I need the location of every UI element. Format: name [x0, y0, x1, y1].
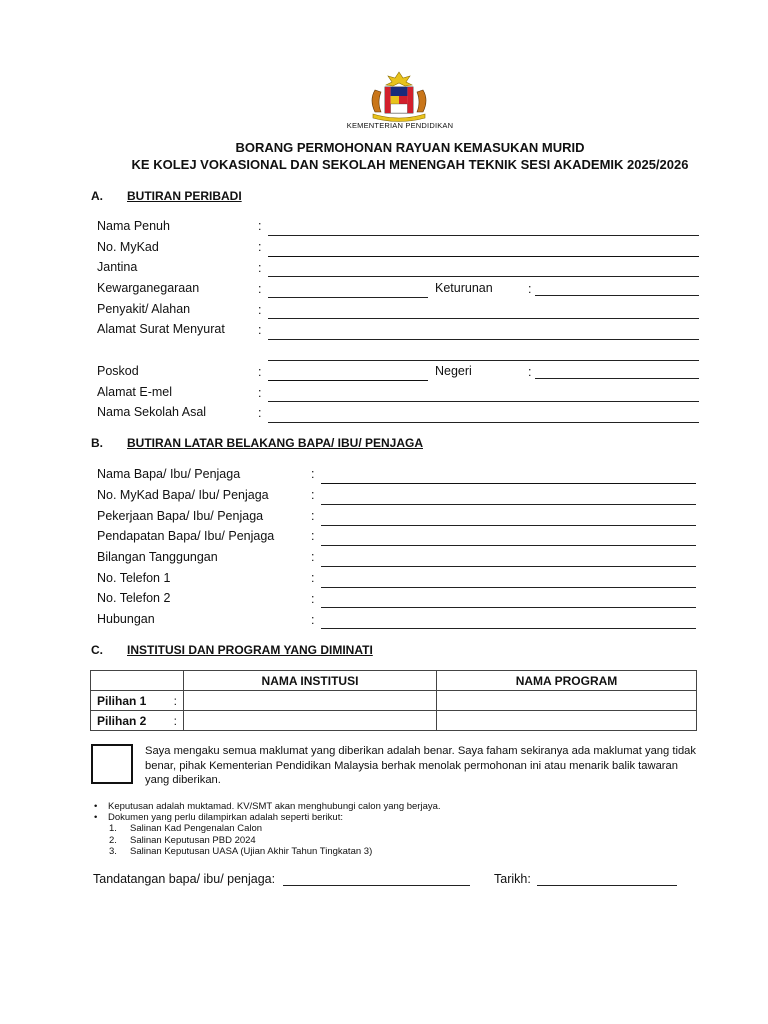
label-hubungan: Hubungan — [97, 612, 155, 626]
bullet-icon: • — [94, 812, 98, 824]
declaration-checkbox[interactable] — [91, 744, 133, 784]
label-tanggungan: Bilangan Tanggungan — [97, 550, 218, 564]
input-line-nama-penuh[interactable] — [268, 235, 699, 236]
signature-label: Tandatangan bapa/ ibu/ penjaga: — [93, 872, 276, 886]
label-telefon2: No. Telefon 2 — [97, 591, 171, 605]
colon: : — [311, 571, 315, 585]
form-subtitle: KE KOLEJ VOKASIONAL DAN SEKOLAH MENENGAH TEKNIK SESI AKADEMIK 2025/2026 — [131, 157, 689, 172]
input-line-pendapatan[interactable] — [321, 545, 696, 546]
label-mykad-penjaga: No. MyKad Bapa/ Ibu/ Penjaga — [97, 488, 269, 502]
colon: : — [528, 282, 532, 296]
colon: : — [258, 323, 262, 337]
label-mykad: No. MyKad — [97, 240, 159, 254]
label-pekerjaan: Pekerjaan Bapa/ Ibu/ Penjaga — [97, 509, 264, 523]
section-b-title: BUTIRAN LATAR BELAKANG BAPA/ IBU/ PENJAGA — [127, 436, 423, 450]
input-line-mykad-penjaga[interactable] — [321, 504, 696, 505]
input-line-tanggungan[interactable] — [321, 566, 696, 567]
document-item: Salinan Keputusan PBD 2024 — [130, 834, 256, 846]
input-line-poskod[interactable] — [268, 380, 428, 381]
list-item — [92, 801, 652, 812]
bullet-icon: • — [94, 801, 98, 812]
section-a-title: BUTIRAN PERIBADI — [127, 189, 242, 203]
declaration-text: Saya mengaku semua maklumat yang diberikan adalah benar. Saya faham sekiranya ada maklumat yang tidak benar, pihak Kementerian Pendidikan Malaysia berhak menolak permohonan ini atau menarik balik tawaran yang diberikan. — [145, 745, 696, 786]
colon: : — [311, 613, 315, 627]
ministry-name: KEMENTERIAN PENDIDIKAN — [346, 121, 454, 130]
input-line-mykad[interactable] — [268, 256, 699, 257]
label-keturunan: Keturunan — [435, 281, 493, 295]
document-item: Salinan Kad Pengenalan Calon — [130, 823, 263, 835]
date-label: Tarikh: — [494, 872, 531, 886]
label-poskod: Poskod — [97, 364, 139, 378]
input-line-kewarganegaraan[interactable] — [268, 297, 428, 298]
input-line-penyakit[interactable] — [268, 318, 699, 319]
signature-line[interactable] — [283, 885, 470, 886]
note-text: Keputusan adalah muktamad. KV/SMT akan menghubungi calon yang berjaya. — [108, 801, 441, 812]
colon: : — [258, 303, 262, 317]
note-text: Dokumen yang perlu dilampirkan adalah seperti berikut: — [108, 812, 343, 824]
table-row — [91, 711, 697, 731]
list-item — [92, 835, 652, 846]
input-line-telefon2[interactable] — [321, 607, 696, 608]
section-c-letter: C. — [91, 643, 103, 657]
label-emel: Alamat E-mel — [97, 385, 173, 399]
colon: : — [258, 365, 262, 379]
pilihan-1-label: Pilihan 1 — [97, 693, 147, 708]
label-jantina: Jantina — [97, 260, 138, 274]
label-nama-penuh: Nama Penuh — [97, 219, 170, 233]
section-c-title: INSTITUSI DAN PROGRAM YANG DIMINATI — [127, 643, 373, 657]
colon: : — [311, 467, 315, 481]
input-line-alamat-2[interactable] — [268, 360, 699, 361]
input-line-nama-penjaga[interactable] — [321, 483, 696, 484]
label-penyakit: Penyakit/ Alahan — [97, 302, 191, 316]
list-item — [92, 823, 652, 834]
table-corner-cell — [91, 671, 184, 691]
date-line[interactable] — [537, 885, 677, 886]
section-a-letter: A. — [91, 189, 103, 203]
list-item — [92, 812, 652, 823]
colon: : — [258, 261, 262, 275]
header-nama-program: NAMA PROGRAM — [437, 671, 697, 691]
pilihan-1-program-cell[interactable] — [437, 691, 697, 711]
colon: : — [311, 529, 315, 543]
pilihan-1-label-cell — [91, 691, 184, 711]
colon: : — [311, 592, 315, 606]
notes-section — [92, 801, 652, 857]
input-line-pekerjaan[interactable] — [321, 525, 696, 526]
pilihan-2-label-cell — [91, 711, 184, 731]
list-number: 3. — [109, 845, 117, 857]
input-line-alamat-1[interactable] — [268, 339, 699, 340]
input-line-telefon1[interactable] — [321, 587, 696, 588]
pilihan-2-label: Pilihan 2 — [97, 713, 147, 728]
colon: : — [173, 693, 177, 708]
label-kewarganegaraan: Kewarganegaraan — [97, 281, 200, 295]
colon: : — [258, 406, 262, 420]
label-nama-penjaga: Nama Bapa/ Ibu/ Penjaga — [97, 467, 241, 481]
document-item: Salinan Keputusan UASA (Ujian Akhir Tahun Tingkatan 3) — [130, 845, 373, 857]
list-item — [92, 846, 652, 857]
label-pendapatan: Pendapatan Bapa/ Ibu/ Penjaga — [97, 529, 275, 543]
section-b-letter: B. — [91, 436, 103, 450]
coat-of-arms-logo — [361, 70, 437, 122]
label-negeri: Negeri — [435, 364, 472, 378]
colon: : — [258, 219, 262, 233]
list-number: 1. — [109, 823, 117, 835]
header-nama-institusi: NAMA INSTITUSI — [184, 671, 437, 691]
label-sekolah: Nama Sekolah Asal — [97, 405, 207, 419]
colon: : — [311, 488, 315, 502]
pilihan-1-institusi-cell[interactable] — [184, 691, 437, 711]
form-title: BORANG PERMOHONAN RAYUAN KEMASUKAN MURID — [235, 140, 585, 155]
input-line-emel[interactable] — [268, 401, 699, 402]
program-choice-table — [90, 670, 697, 731]
input-line-keturunan[interactable] — [535, 295, 699, 296]
label-alamat: Alamat Surat Menyurat — [97, 322, 225, 336]
colon: : — [258, 386, 262, 400]
table-row — [91, 691, 697, 711]
input-line-negeri[interactable] — [535, 378, 699, 379]
colon: : — [528, 365, 532, 379]
input-line-sekolah[interactable] — [268, 422, 699, 423]
pilihan-2-program-cell[interactable] — [437, 711, 697, 731]
pilihan-2-institusi-cell[interactable] — [184, 711, 437, 731]
label-telefon1: No. Telefon 1 — [97, 571, 171, 585]
colon: : — [173, 713, 177, 728]
colon: : — [258, 282, 262, 296]
list-number: 2. — [109, 834, 117, 846]
colon: : — [311, 550, 315, 564]
colon: : — [258, 240, 262, 254]
input-line-jantina[interactable] — [268, 276, 699, 277]
colon: : — [311, 509, 315, 523]
input-line-hubungan[interactable] — [321, 628, 696, 629]
